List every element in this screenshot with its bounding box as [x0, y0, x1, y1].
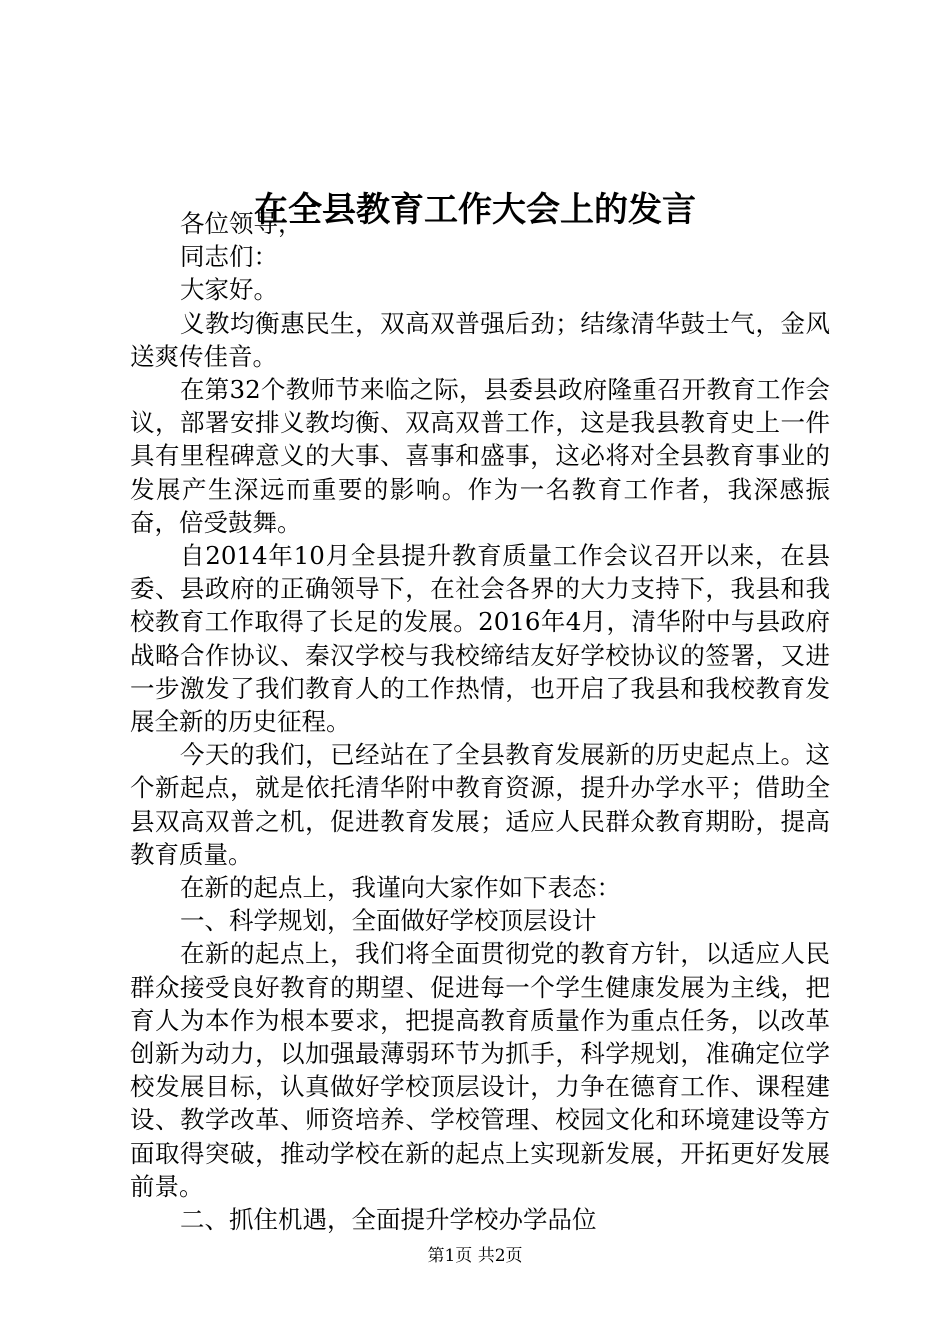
page-number-footer: 第1页 共2页: [427, 1246, 523, 1266]
paragraph-development: 自2014年10月全县提升教育质量工作会议召开以来，在县委、县政府的正确领导下，在社会各界的大力支持下，我县和我校教育工作取得了长足的发展。2016年4月，清华附中与县政府战略合作协议、秦汉学校与我校缔结友好学校协议的签署，又进一步激发了我们教育人的工作热情，也开启了我县和我校教育发展全新的历史征程。: [130, 541, 830, 737]
paragraph-planning: 在新的起点上，我们将全面贯彻党的教育方针，以适应人民群众接受良好教育的期望、促进每一个学生健康发展为主线，把育人为本作为根本要求，把提高教育质量作为重点任务，以改革创新为动力，以加强最薄弱环节为抓手，科学规划，准确定位学校发展目标，认真做好学校顶层设计，力争在德育工作、课程建设、教学改革、师资培养、学校管理、校园文化和环境建设等方面取得突破，推动学校在新的起点上实现新发展，开拓更好发展前景。: [130, 939, 830, 1201]
paragraph-salutation-leaders: 各位领导，: [180, 209, 303, 238]
paragraph-salutation-comrades: 同志们：: [180, 242, 278, 272]
paragraph-couplet: 义教均衡惠民生，双高双普强后劲；结缘清华鼓士气，金风送爽传佳音。: [130, 308, 830, 371]
paragraph-new-start: 今天的我们，已经站在了全县教育发展新的历史起点上。这个新起点，就是依托清华附中教育资源，提升办学水平；借助全县双高双普之机，促进教育发展；适应人民群众教育期盼，提高教育质量。: [130, 740, 830, 869]
paragraph-greeting: 大家好。: [180, 275, 278, 305]
document-title: 在全县教育工作大会上的发言: [254, 190, 696, 230]
paragraph-statement-intro: 在新的起点上，我谨向大家作如下表态：: [180, 873, 621, 903]
section-heading-2: 二、抓住机遇，全面提升学校办学品位: [180, 1205, 597, 1235]
document-body: [130, 207, 830, 1236]
paragraph-teachers-day: 在第32个教师节来临之际，县委县政府隆重召开教育工作会议，部署安排义教均衡、双高双普工作，这是我县教育史上一件具有里程碑意义的大事、喜事和盛事，这必将对全县教育事业的发展产生深远而重要的影响。作为一名教育工作者，我深感振奋，倍受鼓舞。: [130, 375, 830, 537]
section-heading-1: 一、科学规划，全面做好学校顶层设计: [180, 906, 597, 936]
